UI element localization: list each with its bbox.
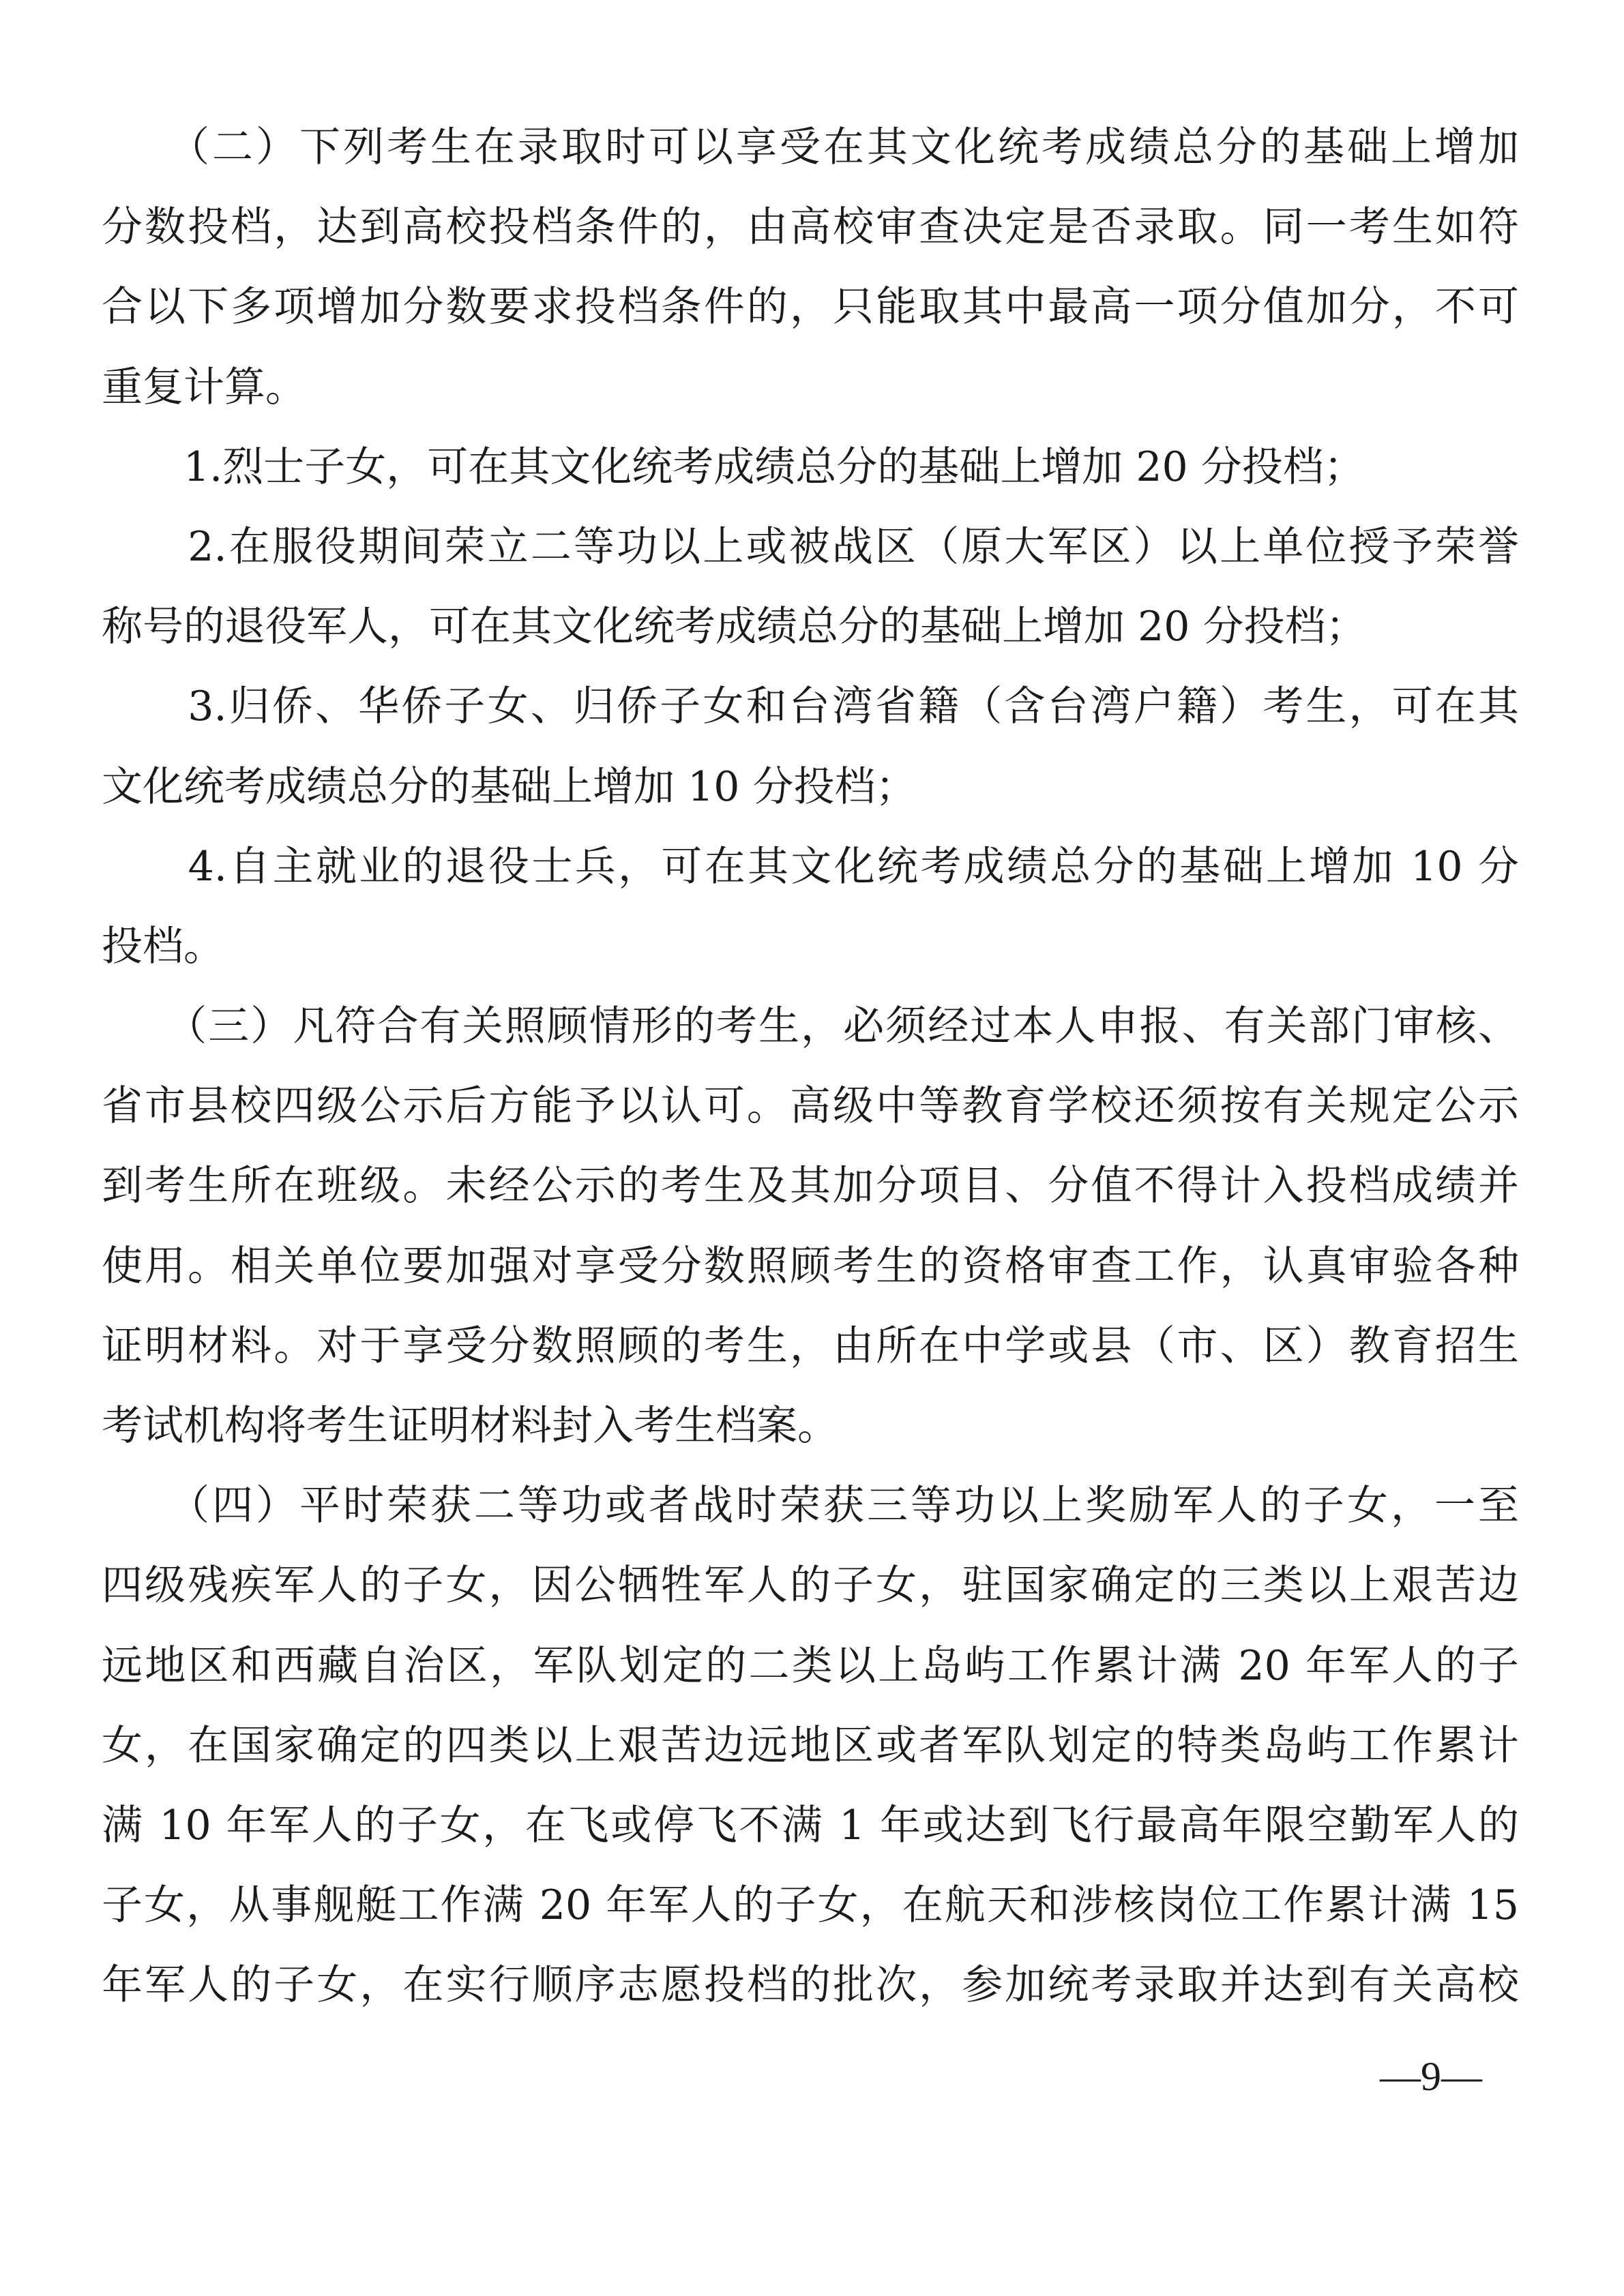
text-line: 四级残疾军人的子女，因公牺牲军人的子女，驻国家确定的三类以上艰苦边: [102, 1562, 1519, 1610]
text-line: 考试机构将考生证明材料封入考生档案。: [102, 1402, 838, 1450]
paragraph: [102, 667, 1519, 826]
paragraph: [102, 507, 1519, 667]
text-line: 分数投档，达到高校投档条件的，由高校审查决定是否录取。同一考生如符: [102, 203, 1519, 252]
text-line: 使用。相关单位要加强对享受分数照顾考生的资格审查工作，认真审验各种: [102, 1242, 1519, 1290]
paragraph: [102, 987, 1519, 1466]
text-line: 3.归侨、华侨子女、归侨子女和台湾省籍（含台湾户籍）考生，可在其: [102, 683, 1519, 731]
text-line: （二）下列考生在录取时可以享受在其文化统考成绩总分的基础上增加: [102, 123, 1519, 171]
text-line: 省市县校四级公示后方能予以认可。高级中等教育学校还须按有关规定公示: [102, 1082, 1519, 1131]
text-line: 证明材料。对于享受分数照顾的考生，由所在中学或县（市、区）教育招生: [102, 1322, 1519, 1370]
text-line: 文化统考成绩总分的基础上增加 10 分投档；: [102, 762, 917, 811]
text-line: 1.烈士子女，可在其文化统考成绩总分的基础上增加 20 分投档；: [102, 443, 1365, 491]
paragraph: [102, 108, 1519, 428]
text-line: 满 10 年军人的子女，在飞或停飞不满 1 年或达到飞行最高年限空勤军人的: [102, 1801, 1519, 1849]
text-line: 重复计算。: [102, 363, 306, 411]
text-line: 子女，从事舰艇工作满 20 年军人的子女，在航天和涉核岗位工作累计满 15: [102, 1881, 1519, 1930]
text-line: （三）凡符合有关照顾情形的考生，必须经过本人申报、有关部门审核、: [102, 1002, 1519, 1051]
paragraph: [102, 827, 1519, 987]
text-line: 女，在国家确定的四类以上艰苦边远地区或者军队划定的特类岛屿工作累计: [102, 1721, 1519, 1770]
page-number: —9—: [1380, 2054, 1482, 2099]
text-line: （四）平时荣获二等功或者战时荣获三等功以上奖励军人的子女，一至: [102, 1482, 1519, 1530]
text-line: 称号的退役军人，可在其文化统考成绩总分的基础上增加 20 分投档；: [102, 603, 1367, 651]
text-line: 到考生所在班级。未经公示的考生及其加分项目、分值不得计入投档成绩并: [102, 1162, 1519, 1210]
text-line: 年军人的子女，在实行顺序志愿投档的批次，参加统考录取并达到有关高校: [102, 1961, 1519, 2010]
text-line: 合以下多项增加分数要求投档条件的，只能取其中最高一项分值加分，不可: [102, 283, 1519, 331]
paragraph: [102, 428, 1519, 507]
text-line: 远地区和西藏自治区，军队划定的二类以上岛屿工作累计满 20 年军人的子: [102, 1641, 1519, 1690]
text-line: 2.在服役期间荣立二等功以上或被战区（原大军区）以上单位授予荣誉: [102, 522, 1519, 571]
text-line: 4.自主就业的退役士兵，可在其文化统考成绩总分的基础上增加 10 分: [102, 842, 1519, 891]
document-body: [102, 108, 1519, 2026]
text-line: 投档。: [102, 922, 224, 970]
paragraph: [102, 1466, 1519, 2025]
